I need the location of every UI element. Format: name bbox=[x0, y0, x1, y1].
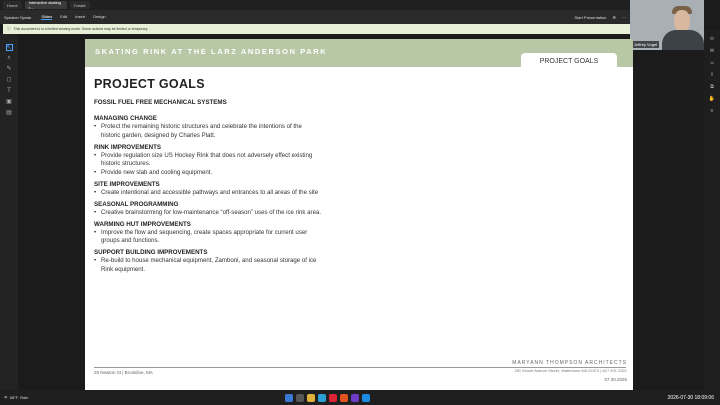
left-tool-rail bbox=[0, 34, 18, 390]
slide-tab-label: PROJECT GOALS bbox=[521, 53, 617, 71]
taskbar-apps bbox=[285, 394, 370, 402]
pen-tool-icon[interactable]: ✎ bbox=[6, 66, 12, 72]
participant-shoulders bbox=[662, 30, 704, 50]
start-presentation-button[interactable]: Start Presentation bbox=[574, 14, 607, 20]
zoom-tool-icon[interactable]: ⌕ bbox=[7, 55, 11, 61]
rain-icon: ☂ bbox=[4, 395, 8, 400]
slide-title: PROJECT GOALS bbox=[94, 77, 205, 91]
share-icon[interactable]: ⇪ bbox=[709, 72, 715, 78]
files-icon[interactable] bbox=[307, 394, 315, 402]
right-tool-rail bbox=[704, 30, 720, 390]
goal-bullets bbox=[94, 152, 322, 178]
text-tool-icon[interactable]: T bbox=[7, 88, 11, 94]
menu-bar bbox=[41, 14, 105, 20]
goal-bullets bbox=[94, 123, 322, 141]
goal-section bbox=[94, 115, 322, 141]
goal-bullets bbox=[94, 229, 322, 247]
goal-section bbox=[94, 181, 322, 198]
goal-heading: SITE IMPROVEMENTS bbox=[94, 180, 160, 188]
tab-document[interactable]: Interactive skating r… bbox=[25, 1, 67, 9]
goals-list bbox=[94, 115, 322, 278]
hand-icon[interactable]: ✋ bbox=[708, 96, 716, 102]
info-banner bbox=[3, 24, 630, 34]
info-banner-text: This document is in a limited viewing mode. Some actions may be limited or temporary. bbox=[13, 27, 149, 31]
goal-heading: RINK IMPROVEMENTS bbox=[94, 143, 162, 151]
menu-insert[interactable]: Insert bbox=[75, 14, 86, 19]
os-taskbar bbox=[0, 390, 720, 405]
browser-titlebar bbox=[0, 0, 630, 10]
goal-bullets bbox=[94, 257, 322, 275]
footer-address-left: 25 Newton St | Brookline, MA bbox=[94, 370, 153, 375]
slide-subtitle: FOSSIL FUEL FREE MECHANICAL SYSTEMS bbox=[94, 99, 227, 106]
goal-section bbox=[94, 201, 322, 218]
shape-tool-icon[interactable]: ◻ bbox=[6, 77, 12, 83]
goal-bullet: • Provide new slab and cooling equipment. bbox=[94, 169, 322, 178]
goal-bullets bbox=[94, 189, 322, 198]
participant-name: Jeffrey Vogel bbox=[634, 42, 658, 47]
people-icon[interactable]: ☺ bbox=[709, 60, 715, 66]
goal-bullet: • Improve the flow and sequencing, create spaces appropriate for current user groups and functions. bbox=[94, 229, 322, 247]
weather-desc: Rain bbox=[20, 395, 29, 400]
presentation-slide bbox=[85, 39, 633, 391]
more-icon[interactable]: ⋯ bbox=[622, 14, 626, 20]
tab-home[interactable]: Home bbox=[3, 1, 22, 9]
goal-heading: SEASONAL PROGRAMMING bbox=[94, 200, 179, 208]
image-tool-icon[interactable]: ▣ bbox=[6, 99, 12, 105]
goal-heading: WARMING HUT IMPROVEMENTS bbox=[94, 220, 191, 228]
system-clock: 2026-07-30 18:09:06 bbox=[667, 394, 714, 401]
edge-icon[interactable] bbox=[318, 394, 326, 402]
goal-heading: MANAGING CHANGE bbox=[94, 115, 157, 122]
participant-head bbox=[674, 10, 690, 32]
goal-bullet: • Provide regulation size US Hockey Rink that does not adversely effect existing historic structures. bbox=[94, 152, 322, 170]
goal-bullet: • Protect the remaining historic structures and celebrate the intentions of the historic garden, designed by Charles Platt. bbox=[94, 123, 322, 141]
participant-video bbox=[630, 0, 704, 50]
goal-bullet: • Re-build to house mechanical equipment, Zamboni, and seasonal storage of ice Rink equipment. bbox=[94, 257, 322, 275]
slide-band-title: SKATING RINK AT THE LARZ ANDERSON PARK bbox=[95, 47, 328, 56]
goal-bullets bbox=[94, 209, 322, 218]
menu-slides[interactable]: Slides bbox=[41, 14, 53, 19]
settings-icon[interactable]: ⚙ bbox=[612, 14, 616, 20]
tab-create[interactable]: Create bbox=[70, 1, 90, 9]
weather-widget[interactable] bbox=[4, 395, 28, 400]
menu-icon[interactable]: ≡ bbox=[710, 108, 714, 114]
menu-edit[interactable]: Edit bbox=[60, 14, 68, 19]
footer-firm-name: MARYANN THOMPSON ARCHITECTS bbox=[512, 360, 627, 366]
app-toolbar bbox=[0, 10, 630, 24]
search-icon[interactable] bbox=[296, 394, 304, 402]
teams-icon[interactable] bbox=[351, 394, 359, 402]
info-icon: ⓘ bbox=[7, 26, 11, 31]
footer-firm-address: 281 Mount Auburn Street, Watertown MA 02472 | 617 491 0321 bbox=[514, 368, 627, 373]
toolbar-left-label[interactable]: Speaker Speak bbox=[4, 14, 32, 20]
menu-design[interactable]: Design bbox=[93, 14, 106, 19]
select-tool-icon[interactable]: ↖ bbox=[6, 45, 12, 51]
office-icon[interactable] bbox=[340, 394, 348, 402]
goal-section bbox=[94, 221, 322, 247]
footer-date: 07.30.2026 bbox=[604, 377, 627, 382]
goal-section bbox=[94, 144, 322, 178]
chart-tool-icon[interactable]: ▤ bbox=[6, 110, 12, 116]
start-icon[interactable] bbox=[285, 394, 293, 402]
outlook-icon[interactable] bbox=[362, 394, 370, 402]
copy-icon[interactable]: ⧉ bbox=[710, 84, 714, 90]
pin-icon[interactable]: ⊙ bbox=[709, 36, 715, 42]
chat-icon[interactable]: ✉ bbox=[709, 48, 715, 54]
goal-bullet: • Creative brainstorming for low-maintenance “off-season” uses of the ice rink area. bbox=[94, 209, 322, 218]
goal-section bbox=[94, 249, 322, 275]
goal-heading: SUPPORT BUILDING IMPROVEMENTS bbox=[94, 249, 208, 257]
goal-bullet: • Create intentional and accessible pathways and entrances to all areas of the site bbox=[94, 189, 322, 198]
acrobat-icon[interactable] bbox=[329, 394, 337, 402]
weather-temp: 58°F bbox=[9, 395, 19, 400]
